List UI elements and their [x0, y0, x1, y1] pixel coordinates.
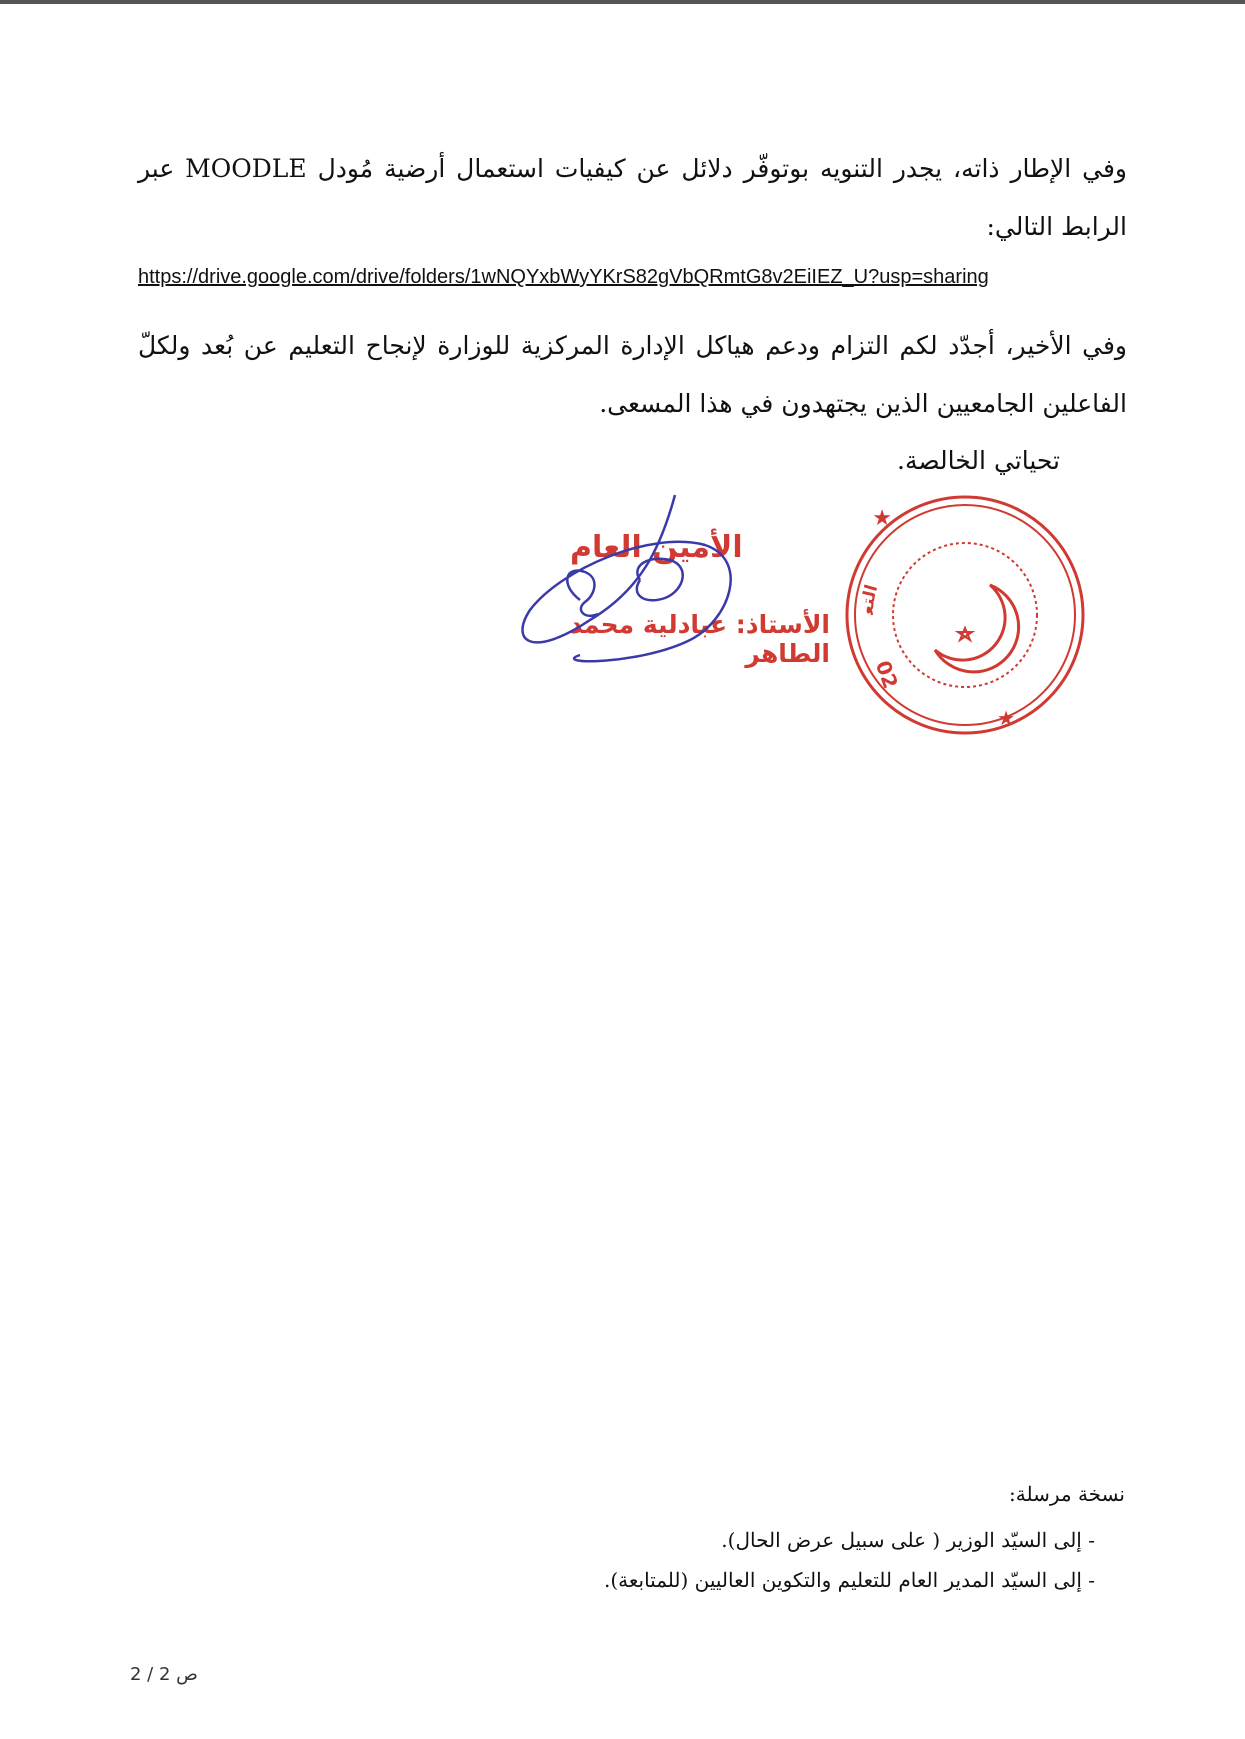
paragraph-closing-statement: وفي الأخير، أجدّد لكم التزام ودعم هياكل الإدارة المركزية للوزارة لإنجاح التعليم عن بُعد ولكلّ الفاعلين الجامعيين الذين يجتهدون في هذا المسعى.: [138, 331, 1127, 418]
svg-text:★: ★: [997, 706, 1015, 730]
svg-text:★: ★: [872, 506, 892, 531]
signature-name: الأستاذ: عبادلية محمد الطاهر: [569, 610, 830, 668]
copy-recipient: - إلى السيّد الوزير ( على سبيل عرض الحال).: [604, 1520, 1095, 1560]
seal-number: 02: [870, 657, 903, 692]
official-seal: [840, 490, 1090, 740]
copy-sent-title: نسخة مرسلة:: [1009, 1482, 1125, 1506]
signature-title: الأمين العام: [570, 530, 743, 565]
handwritten-signature: [490, 490, 830, 690]
closing-greeting: تحياتي الخالصة.: [897, 446, 1060, 475]
copy-recipient: - إلى السيّد المدير العام للتعليم والتكوين العاليين (للمتابعة).: [604, 1560, 1095, 1600]
top-rule: [0, 0, 1245, 4]
paragraph-moodle-guides: وفي الإطار ذاته، يجدر التنويه بوتوفّر دلائل عن كيفيات استعمال أرضية مُودل MOODLE عبر الرابط التالي:: [138, 154, 1128, 241]
signature-block: [490, 490, 830, 690]
seal-ring-text: التع: [857, 582, 883, 616]
drive-link[interactable]: https://drive.google.com/drive/folders/1wNQYxbWyYKrS82gVbQRmtG8v2EiIEZ_U?usp=sharing: [138, 266, 989, 288]
page-number: ص 2 / 2: [130, 1664, 198, 1685]
copy-recipients-list: [604, 1520, 1095, 1600]
